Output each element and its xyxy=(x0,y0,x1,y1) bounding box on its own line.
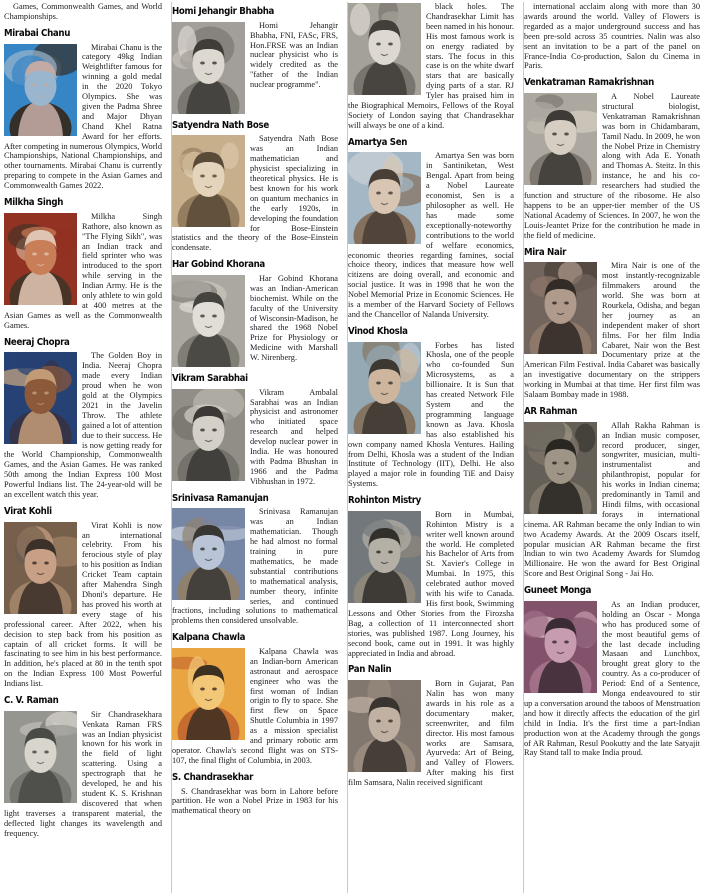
photo-homi-jehangir-bhabha xyxy=(172,22,245,114)
photo-guneet-monga xyxy=(524,601,597,693)
heading-kalpana-chawla: Kalpana Chawla xyxy=(172,632,246,644)
body-c-v-raman: Sir Chandrasekhara Venkata Raman FRS was an Indian physicist known for his work in the field of light scattering. Using a spectrograph that he developed, he and his student K. S. Krishnan discovered that when light traverses a transparent material, the deflected light changes its wavelength and frequency. xyxy=(4,709,162,838)
photo-har-gobind-khorana xyxy=(172,275,245,367)
heading-rohinton-mistry: Rohinton Mistry xyxy=(348,495,421,507)
body-neeraj-chopra: The Golden Boy in India. Neeraj Chopra made every Indian proud when he won gold at the Olympics 2021 in the Javelin Throw. The athlete gained a lot of attention due to their success. He is now getting ready for the World Championship, Commonwealth Games, and the Asian Games. He was ranked 50th among the Indian Express 100 Most Powerful Indians list. The 24-year-old will be an excellent watch this year. xyxy=(4,351,162,500)
photo-neeraj-chopra xyxy=(4,352,77,444)
heading-amartya-sen: Amartya Sen xyxy=(348,136,408,148)
photo-vinod-khosla xyxy=(348,342,421,434)
col-2 xyxy=(172,2,348,893)
body-kalpana-chawla: Kalpana Chawla was an Indian-born American astronaut and aerospace engineer who was the first woman of Indian origin to fly to space. She first flew on Space Shuttle Columbia in 1997 as a mission specialist and primary robotic arm operator. Chawla's second flight was on STS-107, the final flight of Columbia, in 2003. xyxy=(172,646,338,765)
photo-kalpana-chawla xyxy=(172,648,245,740)
photo-milkha-singh xyxy=(4,213,77,305)
body-amartya-sen: Amartya Sen was born in Santiniketan, West Bengal. Apart from being a Nobel Laureate economist, Sen is a philosopher as well. He has made some exceptionally-noteworthy contributions to the world of welfare economics, economic theories regarding famines, social choice theory, indices that measure how well citizens are doing overall, and economic and social justice. It was in 1998 that he won the Nobel Memorial Prize in Economic Sciences. He is a member of the Harvard Society of Fellows and the Chancellor of Nalanda University. xyxy=(348,151,514,319)
body-srinivasa-ramanujan: Srinivasa Ramanujan was an Indian mathematician. Though he had almost no formal training in pure mathematics, he made substantial contributions to mathematical analysis, number theory, infinite series, and continued fractions, including solutions to mathematical problems then considered unsolvable. xyxy=(172,507,338,626)
photo-venkatraman-ramakrishnan xyxy=(524,93,597,185)
body-guneet-monga: As an Indian producer, holding an Oscar - Monga who has produced some of the most beautiful gems of the last decade including Masaan and Lunchbox, brought great glory to the country. As a co-producer of Period: End of a Sentence, Monga endeavoured to stir up a conversation around the taboos of Menstruation and how it directly affects the education of the girl child in India. It's the first time a part-Indian production won at the Academy through the gongs of AR Rahman, Resul Pookutty and the late Satyajit Ray Stand tall to make India proud. xyxy=(524,599,700,758)
body-mirabai-chanu: Mirabai Chanu is the category 49kg Indian Weightlifter famous for winning a gold medal in the 2020 Tokyo Olympics. She was given the Padma Shree and Major Dhyan Chand Khel Ratna Award for her efforts. After competing in numerous Olympics, World Championships, National Championships, and other tournaments. Mirabai Chanu is currently preparing to compete in the Asian Games and Commonwealth Games 2022. xyxy=(4,42,162,191)
intro-continuation: Games, Commonwealth Games, and World Championships. xyxy=(4,2,162,21)
body-homi-jehangir-bhabha: Homi Jehangir Bhabha, FNI, FASc, FRS, Hon.FRSE was an Indian nuclear physicist who is widely credited as the "father of the Indian nuclear programme". xyxy=(250,20,338,90)
heading-vinod-khosla: Vinod Khosla xyxy=(348,325,408,337)
photo-mira-nair xyxy=(524,262,597,354)
photo-ar-rahman xyxy=(524,422,597,514)
heading-c-v-raman: C. V. Raman xyxy=(4,695,59,707)
heading-homi-jehangir-bhabha: Homi Jehangir Bhabha xyxy=(172,6,275,17)
body-pan-nalin-part2: international acclaim along with more than 30 awards around the world. Valley of Flowers is regarded as a major underground success and has been pre-sold across 35 countries. Nalin was also sent an invitation to be a part of the panel on France-India Co-production, Salon du Cinema in Paris. xyxy=(524,2,700,71)
body-milkha-singh: Milkha Singh Rathore, also known as "The Flying Sikh", was an Indian track and field sprinter who was introduced to the sport while serving in the Indian Army. He is the only athlete to win gold at 400 metres at the Asian Games as well as the Commonwealth Games. xyxy=(4,211,162,330)
heading-venkatraman-ramakrishnan: Venkatraman Ramakrishnan xyxy=(524,77,655,89)
heading-mirabai-chanu: Mirabai Chanu xyxy=(4,27,71,39)
heading-pan-nalin: Pan Nalin xyxy=(348,664,392,676)
body-mira-nair: Mira Nair is one of the most instantly-recognizable filmmakers around the world. She was born at Rourkela, Odisha, and began her journey as an independent maker of short films. For her film India Cabaret, Nair won the Best Documentary prize at the American Film Festival. India Cabaret was basically an investigative documentary on the strippers working in Mumbai at that time. Her first film was Salaam Bombay made in 1988. xyxy=(524,261,700,400)
heading-guneet-monga: Guneet Monga xyxy=(524,585,592,597)
body-pan-nalin-part1: Born in Gujarat, Pan Nalin has won many awards in his role as a documentary maker, screenwriter, and film director. His most famous works are Samsara, Ayurveda: Art of Being, and Valley of Flowers. After making his first film Samsara, Nalin received significant xyxy=(348,679,514,788)
body-s-chandrasekhar-part2: black holes. The Chandrasekhar Limit has been named in his honour. His most famous work is on energy radiated by stars. The focus in this case is on the white dwarf stars that are basically dying parts of a star. RJ Tyler has praised him in the Biographical Memoirs, Fellows of the Royal Society of London saying that Chandrasekhar will always be one of a kind. xyxy=(348,2,514,130)
col-3 xyxy=(348,2,524,893)
heading-mira-nair: Mira Nair xyxy=(524,246,567,258)
body-vinod-khosla: Forbes has listed Khosla, one of the people who co-founded Sun Microsystems, as a billionaire. It is Sun that has created Network File System and the programming language known as Java. Khosla has also established his own company named Khosla Ventures. Hailing from Delhi, Khosla was a student of the Indian Institute of Technology (IIT), Delhi. He also played a major role in founding TiE and Daisy Systems. xyxy=(348,340,514,489)
photo-amartya-sen xyxy=(348,152,421,244)
photo-satyendra-nath-bose xyxy=(172,135,245,227)
body-venkatraman-ramakrishnan: A Nobel Laureate structural biologist, Venkatraman Ramakrishnan was born in Chidambaram, Tamil Nadu. In 2009, he won the Nobel Prize in Chemistry along with Ada E. Yonath and Thomas A. Steitz. In this instance, he and his co-researchers had studied the function and structure of the ribosome. He also happens to be an upper-tier member of the US National Academy of Sciences. In 2007, he won the Louis-Jeantet Prize for the contribution he made in the field of medicine. xyxy=(524,92,700,240)
photo-vikram-sarabhai xyxy=(172,389,245,481)
photo-c-v-raman xyxy=(4,711,77,803)
col-1 xyxy=(2,2,172,893)
photo-srinivasa-ramanujan xyxy=(172,508,245,600)
heading-neeraj-chopra: Neeraj Chopra xyxy=(4,336,70,348)
heading-vikram-sarabhai: Vikram Sarabhai xyxy=(172,372,248,384)
photo-pan-nalin xyxy=(348,680,421,772)
body-ar-rahman: Allah Rakha Rahman is an Indian music composer, record producer, singer, songwriter, musician, multi-instrumentalist and philanthropist, popular for his works in Indian cinema; predominantly in Tamil and Hindi films, with occasional forays in international cinema. AR Rahman became the only Indian to win two Academy Awards. At the 2009 Oscars itself, popular musician AR Rahman became the first Indian to win two Academy Awards for Slumdog Millionaire. He won the award for Best Original Score and Best Original Song - Jai Ho. xyxy=(524,420,700,579)
body-virat-kohli: Virat Kohli is now an international celebrity. From his ferocious style of play to his position as Indian Cricket Team captain after Mahendra Singh Dhoni's departure. He has proved his worth at every stage of his professional career. After 2022, when his decision to step back from his position as captain of all cricket forms. It will be fascinating to see him in his best performance. In addition, he's placed at 80 in the tenth spot on the Indian Express 100 Most Powerful Indians list. xyxy=(4,520,162,689)
heading-virat-kohli: Virat Kohli xyxy=(4,505,52,517)
heading-milkha-singh: Milkha Singh xyxy=(4,197,64,209)
photo-virat-kohli xyxy=(4,522,77,614)
photo-s-chandrasekhar xyxy=(348,3,421,95)
heading-srinivasa-ramanujan: Srinivasa Ramanujan xyxy=(172,492,269,504)
body-vikram-sarabhai: Vikram Ambalal Sarabhai was an Indian physicist and astronomer who initiated space research and helped develop nuclear power in India. He was honoured with Padma Bhushan in 1966 and the Padma Vibhushan in 1972. xyxy=(250,387,338,486)
heading-ar-rahman: AR Rahman xyxy=(524,406,578,417)
heading-har-gobind-khorana: Har Gobind Khorana xyxy=(172,259,265,271)
photo-rohinton-mistry xyxy=(348,511,421,603)
body-s-chandrasekhar-part1: S. Chandrasekhar was born in Lahore before partition. He won a Nobel Prize in 1983 for his mathematical theory on xyxy=(172,786,338,816)
photo-mirabai-chanu xyxy=(4,44,77,136)
body-har-gobind-khorana: Har Gobind Khorana was an Indian-American biochemist. While on the faculty of the University of Wisconsin-Madison, he shared the 1968 Nobel Prize for Physiology or Medicine with Marshall W. Nirenberg. xyxy=(250,273,338,363)
heading-s-chandrasekhar: S. Chandrasekhar xyxy=(172,771,254,783)
body-satyendra-nath-bose: Satyendra Nath Bose was an Indian mathematician and physicist specializing in theoretical physics. He is best known for his work on quantum mechanics in the early 1920s, in developing the foundation for Bose-Einstein statistics and the theory of the Bose-Einstein condensate. xyxy=(172,134,338,253)
col-4 xyxy=(524,2,702,893)
body-rohinton-mistry: Born in Mumbai, Rohinton Mistry is a writer well known around the world. He completed his Bachelor of Arts from St. Xavier's College in Mumbai. In 1975, this celebrated author moved with his wife to Canada. His first book, Swimming Lessons and Other Stories from the Firozsha Bag, a collection of 11 interconnected short stories, was published 1987. Long Journey, his second book, came out in 1991. It was highly appreciated in India and abroad. xyxy=(348,509,514,658)
heading-satyendra-nath-bose: Satyendra Nath Bose xyxy=(172,119,269,131)
